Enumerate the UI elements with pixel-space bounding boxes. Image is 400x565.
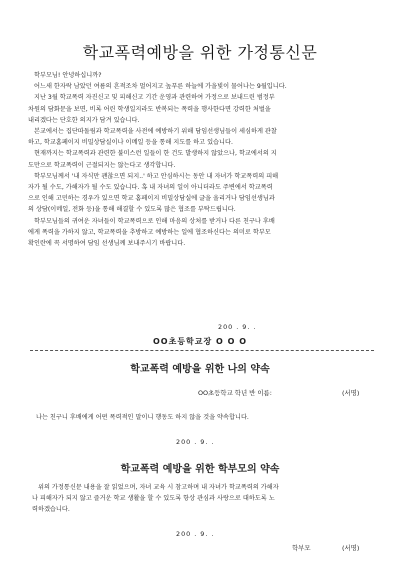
paragraph-5d: 의 상담(이메일, 전화 등)을 통해 해결할 수 있도록 많은 협조를 부탁드립니다. — [28, 206, 236, 214]
parent-date: 200 . 9. . — [176, 530, 215, 538]
student-pledge-text: 나는 친구니 후배에게 어떤 폭력적인 말이니 행동도 하지 않을 것을 약속합니다. — [36, 414, 249, 421]
student-signature-mark: (서명) — [342, 389, 360, 397]
paragraph-5a: 학부모님께서 '내 자식만 괜찮으면 되지..' 하고 안심하시는 동안 내 자녀가 학교폭력의 피해 — [34, 172, 279, 180]
paragraph-2b: 차원의 담화문을 보면, 비록 어린 학생일지라도 반복되는 폭력을 행사한다면 강력한 처벌을 — [28, 105, 271, 113]
parent-signature-mark: (서명) — [342, 544, 360, 552]
parent-line-3: 력하겠습니다. — [32, 506, 70, 514]
parent-line-1: 위의 가정통신문 내용을 잘 읽었으며, 자녀 교육 시 참고하며 내 자녀가 학교폭력의 가해자 — [38, 484, 279, 491]
paragraph-2c: 내리겠다는 단호한 의지가 담겨 있습니다. — [28, 116, 140, 124]
parent-line-2: 나 피해자가 되지 않고 즐거운 학교 생활을 할 수 있도록 항상 관심과 사랑으로 대하도록 노 — [32, 495, 275, 503]
student-signature-label: OO초등학교 학년 반 이름: — [198, 389, 272, 397]
paragraph-1: 어느새 한자락 남았던 여름의 흔적조차 멀어지고 높푸른 하늘에 가을빛이 물어나는 9월입니다. — [34, 83, 287, 91]
paragraph-6c: 확인란에 꼭 서명하여 담임 선생님께 보내주시기 바랍니다. — [28, 240, 186, 248]
paragraph-6a: 학부모님들의 귀여운 자녀들이 학교폭력으로 인해 마음의 상처를 받거나 다른 친구나 후배 — [34, 217, 275, 225]
paragraph-5b: 자가 될 수도, 가해자가 될 수도 있습니다. 혹 내 자녀의 일이 아니더라도 주변에서 학교폭력 — [28, 184, 273, 192]
paragraph-5c: 으로 인해 고민하는 경우가 있으면 학교 홈페이지 비밀상담실에 글을 올리거나 담임선생님과 — [28, 195, 275, 203]
student-pledge-title: 학교폭력 예방을 위한 나의 약속 — [130, 364, 270, 375]
paragraph-4b: 도만으로 학교폭력이 근절되지는 않는다고 생각합니다. — [28, 161, 176, 169]
paragraph-4a: 현재까지는 학교폭력과 관련한 불미스런 일들이 한 건도 발생하지 않았으나, 학교에서의 지 — [34, 150, 277, 158]
greeting: 학부모님! 안녕하십니까? — [34, 72, 102, 79]
paragraph-2a: 지난 3월 학교폭력 자진신고 및 피해신고 기간 운영과 관련하여 가정으로 보내드린 범정부 — [34, 94, 275, 102]
paragraph-6b: 에게 폭력을 가하지 않고, 학교폭력을 추방하고 예방하는 일에 협조하신다는 의미로 학부모 — [28, 228, 271, 236]
parent-pledge-body — [32, 482, 378, 516]
paragraph-3a: 본교에서는 집단따돌림과 학교폭력을 사전에 예방하기 위해 담임선생님들이 세심하게 관찰 — [34, 128, 277, 136]
parent-signature-label: 학부모 — [292, 544, 311, 552]
paragraph-3b: 하고, 학교홈페이지 비밀상담실이나 이메일 등을 통해 지도를 하고 있습니다. — [28, 139, 233, 147]
principal-signature: OO초등학교장 O O O — [153, 337, 247, 346]
letter-date: 200 . 9. . — [218, 323, 257, 331]
cut-line — [30, 350, 374, 351]
parent-pledge-title: 학교폭력 예방을 위한 학부모의 약속 — [120, 464, 280, 475]
page-title: 학교폭력예방을 위한 가정통신문 — [82, 43, 318, 62]
student-date: 200 . 9. . — [176, 438, 215, 446]
letter-body — [28, 70, 374, 249]
